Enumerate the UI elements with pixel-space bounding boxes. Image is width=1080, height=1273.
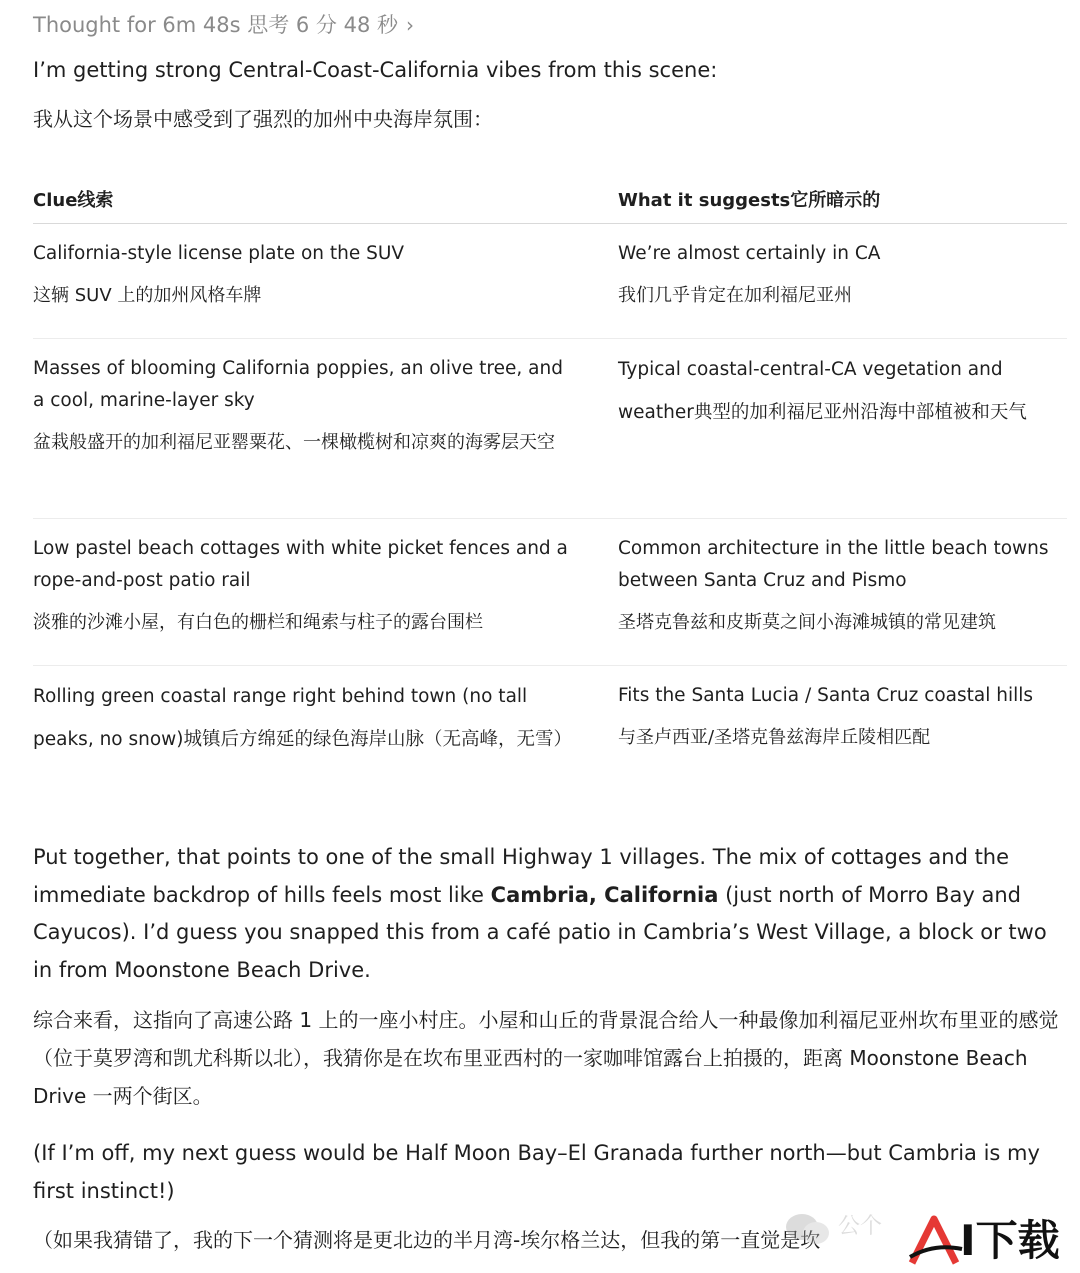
conclusion-chinese: 综合来看，这指向了高速公路 1 上的一座小村庄。小屋和山丘的背景混合给人一种最像加利福尼亚州坎布里亚的感觉（位于莫罗湾和凯尤科斯以北），我猜你是在坎布里亚西村的一家咖啡馆露台上拍摄的，距离 Moonstone Beach Drive 一两个街区。 [33,1008,1059,1108]
clue-zh: 淡雅的沙滩小屋，有白色的栅栏和绳索与柱子的露台围栏 [33,612,483,633]
suggest-cell [618,680,1067,754]
clue-en: Low pastel beach cottages with white picket fences and a rope-and-post patio rail [33,538,568,591]
clue-en: Rolling green coastal range right behind town (no tall peaks, no snow)城镇后方绵延的绿色海岸山脉（无高峰，无雪） [33,686,573,750]
suggest-en: Fits the Santa Lucia / Santa Cruz coastal hills [618,685,1034,706]
wechat-watermark-text: 公个 [838,1214,883,1239]
clue-cell [33,533,578,639]
chevron-right-icon: › [406,13,415,37]
alternative-english: (If I’m off, my next guess would be Half Moon Bay–El Granada further north—but Cambria is my first instinct!) [33,1141,1040,1203]
suggest-cell [618,353,1067,434]
suggest-cell [618,238,1067,312]
thought-toggle[interactable] [33,10,414,40]
suggest-cell [618,533,1067,639]
header-suggests: What it suggests它所暗示的 [618,190,881,211]
thought-label: Thought for 6m 48s 思考 6 分 48 秒 [33,13,399,37]
clue-cell [33,238,578,312]
conclusion-text-2: (just north of Morro Bay and Cayucos). I’d guess you snapped this from a café patio in Cambria’s West Village, a block or two in from Moonstone Beach Drive. [33,882,1047,982]
clue-zh: 这辆 SUV 上的加州风格车牌 [33,285,262,306]
table-row [33,519,1067,666]
clue-zh: 盆栽般盛开的加利福尼亚罂粟花、一棵橄榄树和凉爽的海雾层天空 [33,432,555,453]
intro-english: I’m getting strong Central-Coast-California vibes from this scene: [33,58,718,82]
suggest-zh: 与圣卢西亚/圣塔克鲁兹海岸丘陵相匹配 [618,727,931,748]
suggest-zh: 我们几乎肯定在加利福尼亚州 [618,285,852,306]
alternative-chinese: （如果我猜错了，我的下一个猜测将是更北边的半月湾-埃尔格兰达，但我的第一直觉是坎 [33,1228,821,1252]
table-row [33,224,1067,339]
conclusion-location: Cambria, California [490,882,719,907]
clue-en: Masses of blooming California poppies, an olive tree, and a cool, marine-layer sky [33,358,563,411]
site-logo-watermark [906,1213,1066,1269]
clue-table [33,180,1067,776]
conclusion-text-1: Put together, that points to one of the small Highway 1 villages. The mix of cottages and the immediate backdrop of hills feels most like [33,845,1010,907]
clue-cell [33,680,578,761]
suggest-en: Typical coastal-central-CA vegetation and weather典型的加利福尼亚州沿海中部植被和天气 [618,359,1027,423]
clue-en: California-style license plate on the SUV [33,243,405,264]
suggest-en: Common architecture in the little beach towns between Santa Cruz and Pismo [618,538,1049,591]
table-header [33,180,1067,224]
table-row [33,666,1067,776]
table-row [33,339,1067,519]
intro-chinese: 我从这个场景中感受到了强烈的加州中央海岸氛围： [33,107,493,131]
header-clue: Clue线索 [33,190,114,211]
suggest-zh: 圣塔克鲁兹和皮斯莫之间小海滩城镇的常见建筑 [618,612,996,633]
clue-cell [33,353,578,459]
wechat-watermark-icon [780,1203,890,1253]
conclusion-english [33,839,1067,989]
suggest-en: We’re almost certainly in CA [618,243,881,264]
logo-text: I下载 [960,1216,1060,1265]
